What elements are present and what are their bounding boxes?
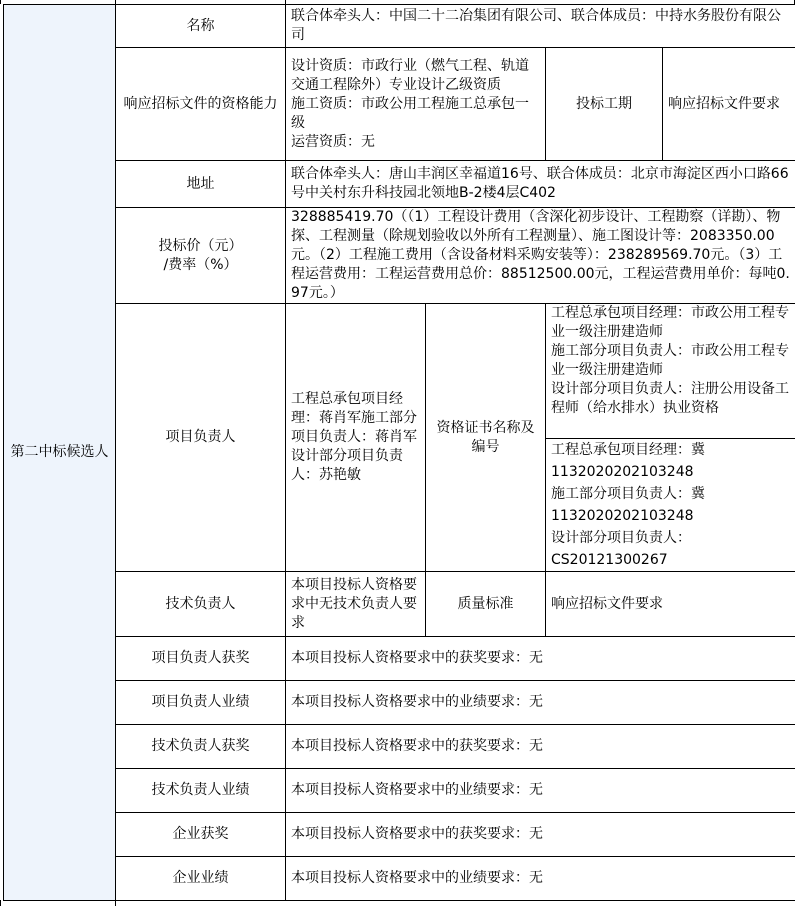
name-label: 名称 [116,5,286,48]
qualification-line: 施工资质：市政公用工程施工总承包一级 [291,95,529,131]
cert-name-line: 设计部分项目负责人：注册公用设备工程师（给水排水）执业资格 [551,381,789,416]
cert-name-line: 施工部分项目负责人：市政公用工程专业一级注册建造师 [551,343,789,378]
quality-value: 响应招标文件要求 [546,572,795,637]
address-label: 地址 [116,161,286,208]
project-lead-names: 工程总承包项目经理：蒋肖军施工部分项目负责人：蒋肖军设计部分项目负责人：苏艳敏 [286,304,426,572]
pm-performance-label: 项目负责人业绩 [116,681,286,725]
address-value: 联合体牵头人：唐山丰润区幸福道16号、联合体成员：北京市海淀区西小口路66号中关村东升科技园北领地B-2楼4层C402 [286,161,795,208]
cert-names [546,304,795,439]
cert-label: 资格证书名称及编号 [426,304,546,572]
price-label [116,208,286,304]
price-label-line: 投标价（元） [158,237,243,254]
name-value: 联合体牵头人：中国二十二冶集团有限公司、联合体成员：中持水务股份有限公司 [286,5,795,48]
price-value: 328885419.70（（1）工程设计费用（含深化初步设计、工程勘察（详勘）、物探、工程测量（除规划验收以外所有工程测量）、施工图设计等：2083350.00元。（2）工程施工费用（含设备材料采购安装等）：238289569.70元。（3）工程运营费用：工程运营费用总价：88512500.00元，工程运营费用单价：每吨0.97元。） [286,208,795,304]
tech-lead-value: 本项目投标人资格要求中无技术负责人要求 [286,572,426,637]
period-label: 投标工期 [546,48,663,161]
next-row-edge [0,900,795,906]
qualification-value [286,48,546,161]
tech-performance-value: 本项目投标人资格要求中的业绩要求：无 [286,769,795,813]
company-performance-label: 企业业绩 [116,857,286,901]
company-awards-label: 企业获奖 [116,813,286,857]
cert-number-line: 1132020202103248 [551,464,694,480]
pm-awards-value: 本项目投标人资格要求中的获奖要求：无 [286,637,795,681]
quality-label: 质量标准 [426,572,546,637]
cert-number-line: 设计部分项目负责人： [551,530,691,546]
tech-performance-label: 技术负责人业绩 [116,769,286,813]
pm-performance-value: 本项目投标人资格要求中的业绩要求：无 [286,681,795,725]
pm-awards-label: 项目负责人获奖 [116,637,286,681]
cert-number-line: 施工部分项目负责人：冀 [551,486,705,502]
bid-candidate-table [3,4,795,901]
project-lead-label: 项目负责人 [116,304,286,572]
cert-name-line: 工程总承包项目经理：市政公用工程专业一级注册建造师 [551,305,789,340]
company-awards-value: 本项目投标人资格要求中的获奖要求：无 [286,813,795,857]
tech-awards-value: 本项目投标人资格要求中的获奖要求：无 [286,725,795,769]
candidate-rank-label: 第二中标候选人 [4,5,116,901]
tech-lead-label: 技术负责人 [116,572,286,637]
cert-numbers [546,439,795,572]
qualification-label: 响应招标文件的资格能力 [116,48,286,161]
qualification-line: 设计资质：市政行业（燃气工程、轨道交通工程除外）专业设计乙级资质 [291,57,529,93]
company-performance-value: 本项目投标人资格要求中的业绩要求：无 [286,857,795,901]
cert-number-line: CS20121300267 [551,552,668,568]
price-label-line: /费率（%） [163,256,238,273]
tech-awards-label: 技术负责人获奖 [116,725,286,769]
cert-number-line: 工程总承包项目经理：冀 [551,442,705,458]
period-value: 响应招标文件要求 [663,48,795,161]
cert-number-line: 1132020202103248 [551,508,694,524]
qualification-line: 运营资质：无 [291,133,375,150]
